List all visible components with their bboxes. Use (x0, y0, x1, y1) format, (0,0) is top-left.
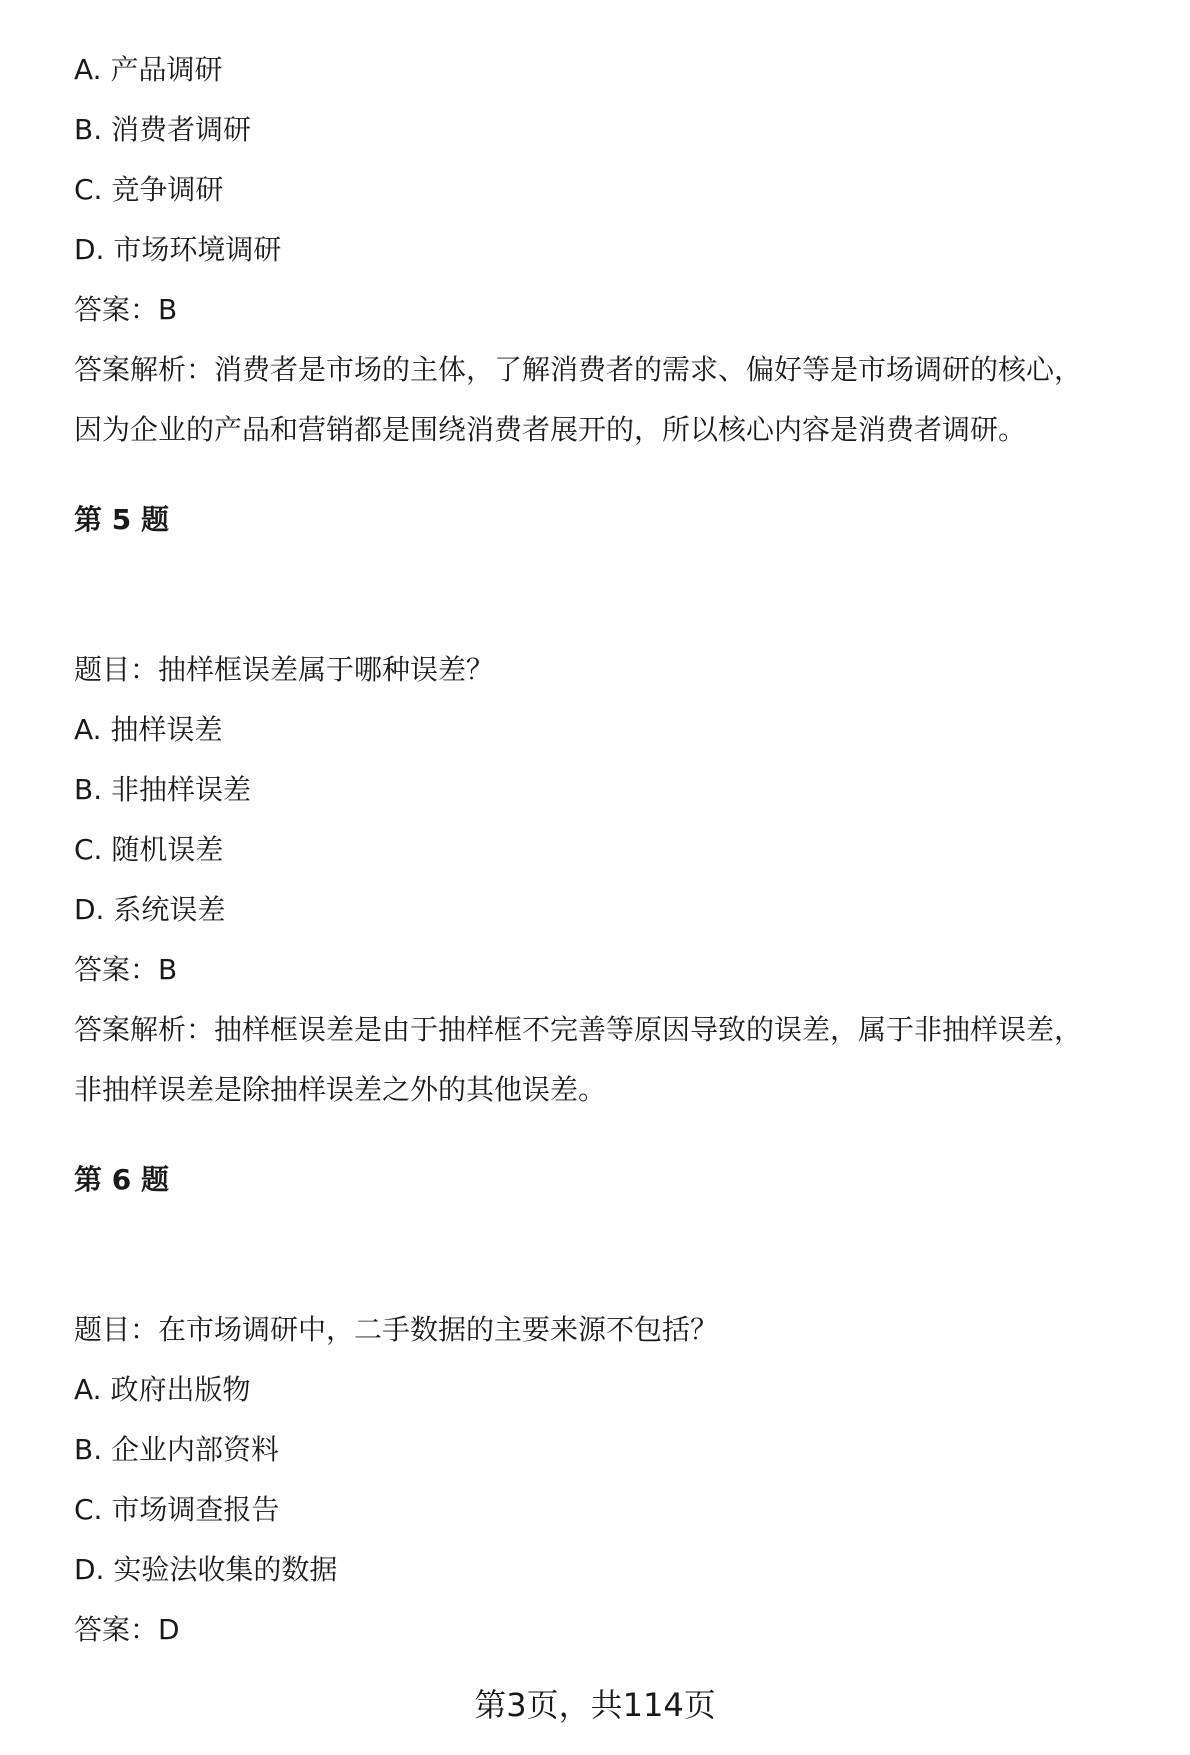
q5-option-d: D. 系统误差 (74, 893, 226, 926)
q5-option-b: B. 非抽样误差 (74, 773, 252, 806)
q4-analysis-line-2: 因为企业的产品和营销都是围绕消费者展开的，所以核心内容是消费者调研。 (74, 413, 1027, 446)
q4-analysis-line-1: 答案解析：消费者是市场的主体，了解消费者的需求、偏好等是市场调研的核心， (74, 353, 1083, 386)
q5-option-c: C. 随机误差 (74, 833, 224, 866)
q5-heading: 第 5 题 (74, 503, 169, 536)
q6-option-a: A. 政府出版物 (74, 1373, 251, 1406)
q5-analysis-line-2: 非抽样误差是除抽样误差之外的其他误差。 (74, 1073, 607, 1106)
q4-option-c: C. 竞争调研 (74, 173, 224, 206)
q6-option-d: D. 实验法收集的数据 (74, 1553, 338, 1586)
q4-option-a: A. 产品调研 (74, 53, 223, 86)
q5-option-a: A. 抽样误差 (74, 713, 223, 746)
q6-option-b: B. 企业内部资料 (74, 1433, 280, 1466)
q4-option-d: D. 市场环境调研 (74, 233, 282, 266)
q6-answer: 答案：D (74, 1613, 180, 1646)
q5-answer: 答案：B (74, 953, 178, 986)
q6-heading: 第 6 题 (74, 1163, 169, 1196)
q4-answer: 答案：B (74, 293, 178, 326)
q6-option-c: C. 市场调查报告 (74, 1493, 280, 1526)
q4-option-b: B. 消费者调研 (74, 113, 252, 146)
q5-question: 题目：抽样框误差属于哪种误差？ (74, 653, 495, 686)
q6-question: 题目：在市场调研中，二手数据的主要来源不包括？ (74, 1313, 719, 1346)
q5-analysis-line-1: 答案解析：抽样框误差是由于抽样框不完善等原因导致的误差，属于非抽样误差， (74, 1013, 1083, 1046)
page-number-footer: 第3页，共114页 (474, 1686, 716, 1724)
